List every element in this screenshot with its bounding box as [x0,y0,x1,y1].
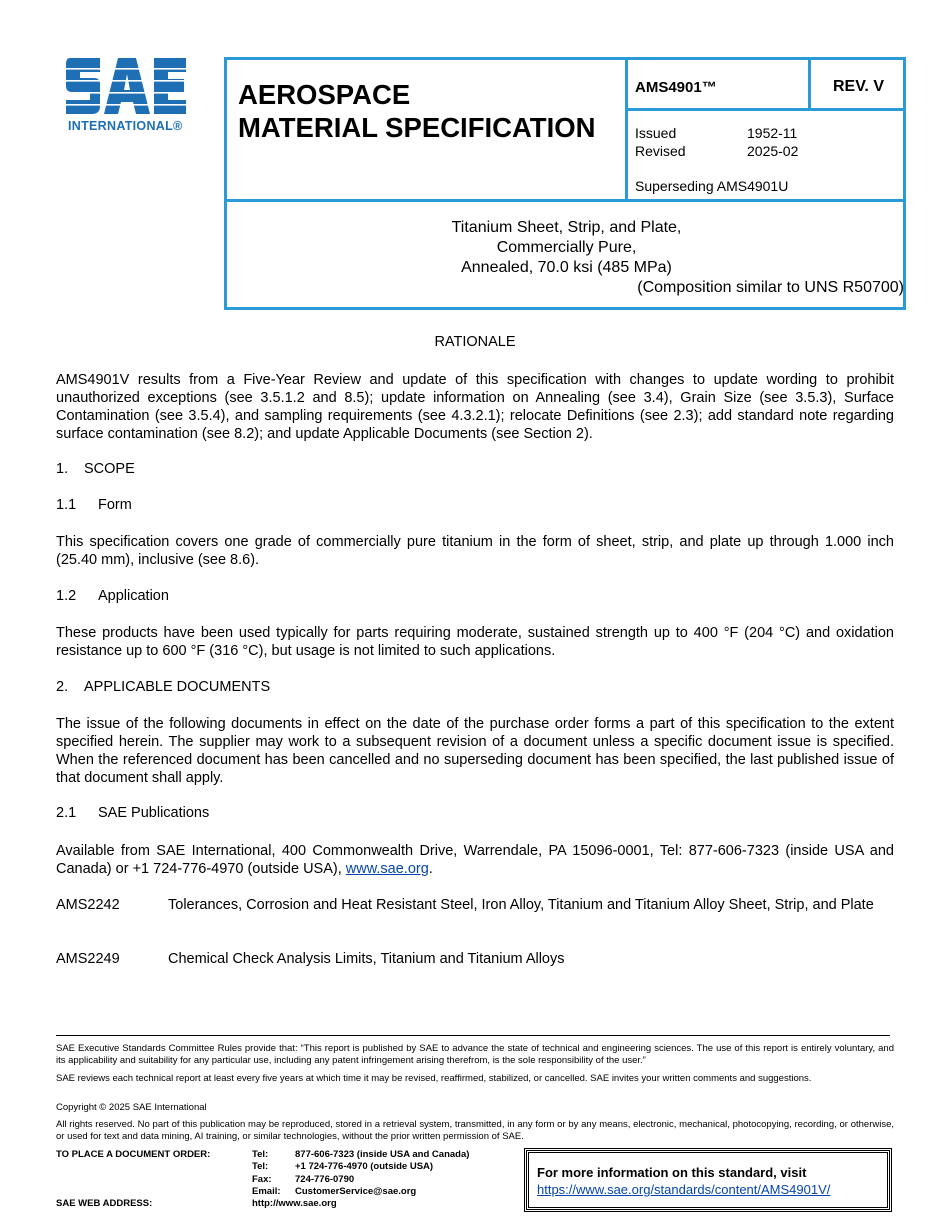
divider [227,199,906,202]
order-label: TO PLACE A DOCUMENT ORDER: [56,1149,211,1160]
standard-page-link[interactable]: https://www.sae.org/standards/content/AMS4901V/ [537,1182,831,1197]
section-number: 2.1 [56,805,77,821]
more-info-title: For more information on this standard, visit [537,1165,807,1180]
divider [625,108,905,111]
revised-label: Revised [635,143,686,159]
reference-title: Tolerances, Corrosion and Heat Resistant Steel, Iron Alloy, Titanium and Titanium Alloy Sheet, Strip, and Plate [168,897,874,913]
revised-date: 2025-02 [747,143,799,159]
section-text: This specification covers one grade of commercially pure titanium in the form of sheet, strip, and plate up through 1.000 inch (25.40 mm), inclusive (see 8.6). [56,534,894,568]
more-info-box [526,1150,890,1210]
dates-block [635,124,798,160]
rationale-heading: RATIONALE [434,334,516,350]
footer-review-text: SAE reviews each technical report at least every five years at which time it may be revised, reaffirmed, stabilized, or cancelled. SAE invites your written comments and suggestions. [56,1073,812,1084]
subject-composition: (Composition similar to UNS R50700) [637,279,904,296]
footer-rights-text: All rights reserved. No part of this publication may be reproduced, stored in a retrieval system, transmitted, in any form or by any means, electronic, mechanical, photocopying, recording, or otherwise, or used for text and data mining, AI training, or similar technologies, without the prior written permission of SAE. [56,1119,894,1142]
reference-code: AMS2242 [56,897,120,913]
issued-date: 1952-11 [747,125,798,141]
subject-line: Commercially Pure, [496,239,637,256]
availability-text: Available from SAE International, 400 Commonwealth Drive, Warrendale, PA 15096-0001, Tel: 877-606-7323 (inside USA and Canada) or +1 724-776-4970 (outside USA), [56,843,894,877]
section-number: 1. [56,461,69,477]
section-title: APPLICABLE DOCUMENTS [84,679,271,695]
section-heading [56,679,270,695]
divider [625,60,628,200]
web-address-label: SAE WEB ADDRESS: [56,1198,153,1209]
subject-line: Titanium Sheet, Strip, and Plate, [451,219,682,236]
footer-copyright: Copyright © 2025 SAE International [56,1102,207,1113]
logo-wordmark: INTERNATIONAL® [68,119,183,133]
order-contacts [252,1149,469,1210]
rationale-text: AMS4901V results from a Five-Year Review and update of this specification with changes to update wording to prohibit unauthorized exceptions (see 3.5.1.2 and 8.5); update information on Annealing (see 3.4), Grain Size (see 3.5.3), Surface Contamination (see 3.5.4), and sampling requirements (see 4.3.2.1); relocate Definitions (see 2.3); add standard note regarding surface contamination (see 8.2); and update Applicable Documents (see Section 2). [56,372,894,442]
section-text [56,842,894,878]
title-line: AEROSPACE [238,79,411,110]
section-title: SAE Publications [98,805,210,821]
section-title: Form [98,497,132,513]
contact-key: Tel: [252,1149,269,1160]
section-text: The issue of the following documents in effect on the date of the purchase order forms a part of this specification to the extent specified herein. The supplier may work to a subsequent revision of a document unless a specific document issue is specified. When the referenced document has been cancelled and no superseding document has been specified, the last published issue of that document shall apply. [56,716,894,786]
contact-email: CustomerService@sae.org [295,1185,417,1197]
section-number: 2. [56,679,69,695]
footer-divider [56,1035,890,1036]
section-heading [56,497,132,513]
revision-label: REV. V [833,78,884,95]
contact-phone: 877-606-7323 (inside USA and Canada) [295,1149,470,1160]
web-address: http://www.sae.org [252,1198,337,1210]
subject-line: Annealed, 70.0 ksi (485 MPa) [461,259,672,276]
section-heading [56,461,135,477]
section-text: These products have been used typically for parts requiring moderate, sustained strength up to 400 °F (204 °C) and oxidation resistance up to 600 °F (316 °C), but usage is not limited to such applications. [56,625,894,659]
document-number: AMS4901™ [635,79,717,96]
contact-key: Email: [252,1185,281,1197]
issued-label: Issued [635,125,677,141]
reference-code: AMS2249 [56,951,120,967]
footer-rules-text: SAE Executive Standards Committee Rules provide that: “This report is published by SAE to advance the state of technical and engineering sciences. The use of this report is entirely voluntary, and its applicability and suitability for any particular use, including any patent infringement arising therefrom, is the sole responsibility of the user.” [56,1043,894,1066]
contact-phone: +1 724-776-4970 (outside USA) [295,1161,434,1173]
sae-website-link[interactable]: www.sae.org [345,861,429,877]
section-heading [56,588,169,604]
reference-item [56,896,894,914]
section-number: 1.2 [56,588,77,604]
document-subject [227,218,906,298]
section-heading [56,805,209,821]
reference-title: Chemical Check Analysis Limits, Titanium and Titanium Alloys [168,951,565,967]
divider [808,60,811,110]
contact-key: Fax: [252,1173,272,1185]
document-type-title [238,78,596,144]
section-title: SCOPE [84,461,135,477]
reference-item [56,950,894,968]
superseding-note: Superseding AMS4901U [635,178,789,194]
contact-fax: 724-776-0790 [295,1173,355,1185]
title-line: MATERIAL SPECIFICATION [238,112,596,143]
section-number: 1.1 [56,497,77,513]
punctuation: . [428,861,433,877]
spec-header [224,57,906,310]
section-title: Application [98,588,169,604]
contact-key: Tel: [252,1161,269,1173]
